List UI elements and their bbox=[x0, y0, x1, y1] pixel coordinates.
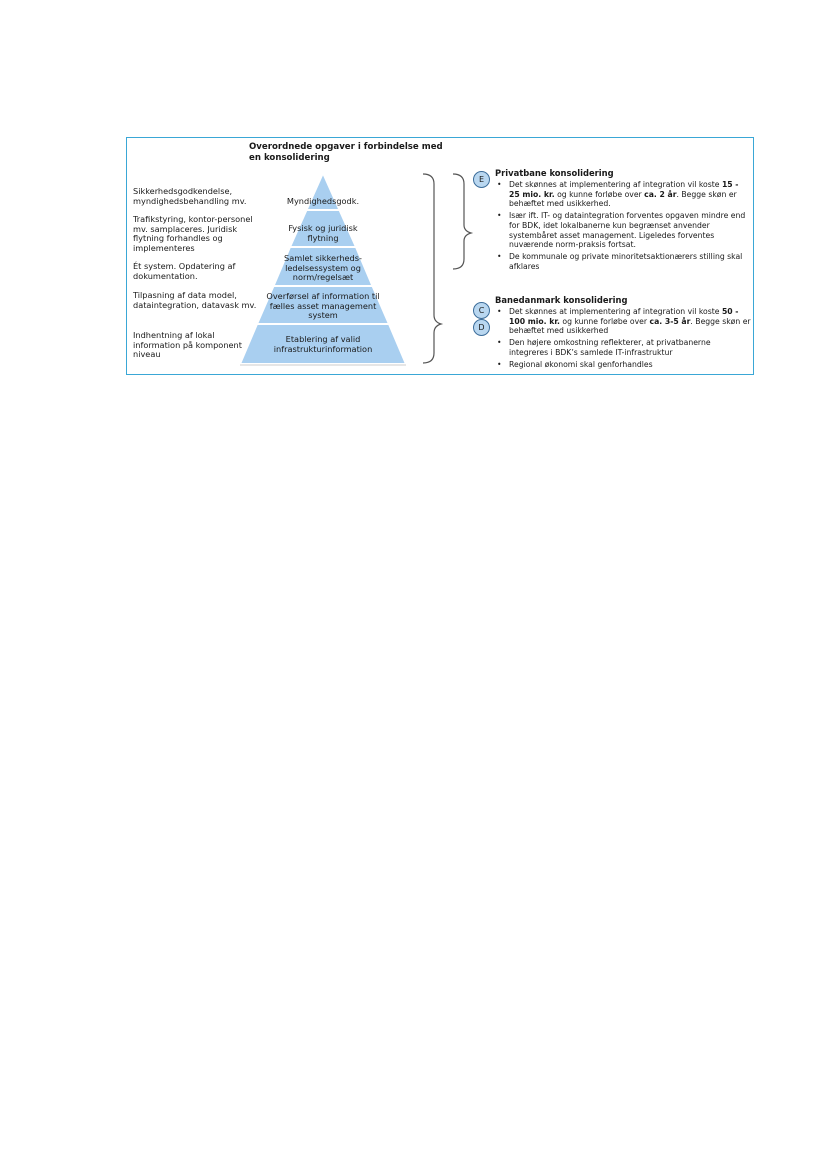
bracket-large bbox=[423, 174, 441, 363]
diagram-title: Overordnede opgaver i forbindelse med en konsolidering bbox=[249, 142, 443, 163]
banedanmark-title: Banedanmark konsolidering bbox=[495, 295, 628, 305]
privatbane-bullets bbox=[496, 180, 751, 274]
tier-label-relocation: Fysisk og juridisk flytning bbox=[288, 223, 358, 243]
banedanmark-bullets bbox=[496, 307, 751, 372]
privatbane-title: Privatbane konsolidering bbox=[495, 168, 614, 178]
privatbane-bullet-it: • Især ift. IT- og dataintegration forventes opgaven mindre end for BDK, idet lokalbanerne kun begrænset anvender systembåret asset management. Ligeledes forventes nuværende norm-praksis fortsat. bbox=[496, 211, 751, 249]
left-label-local-info: Indhentning af lokal information på komponent niveau bbox=[133, 330, 242, 360]
banedanmark-bullet-it: • Den højere omkostning reflekterer, at privatbanerne integreres i BDK’s samlede IT-infrastruktur bbox=[496, 338, 751, 357]
privatbane-bullet-shareholders: • De kommunale og private minoritetsaktionærers stilling skal afklares bbox=[496, 252, 751, 271]
bracket-upper bbox=[453, 174, 471, 269]
left-label-system: Ét system. Opdatering af dokumentation. bbox=[133, 261, 236, 281]
badge-c: C bbox=[473, 302, 490, 319]
badge-d: D bbox=[473, 319, 490, 336]
tier-label-safety-system: Samlet sikkerheds-ledelsessystem og norm/regelsæt bbox=[284, 253, 362, 283]
badge-e: E bbox=[473, 171, 490, 188]
left-label-relocation: Trafikstyring, kontor-personel mv. samplaceres. Juridisk flytning forhandles og implementeres bbox=[133, 214, 253, 253]
banedanmark-bullet-regional: • Regional økonomi skal genforhandles bbox=[496, 360, 751, 370]
tier-label-valid-info: Etablering af valid infrastrukturinformation bbox=[273, 334, 373, 354]
banedanmark-bullet-cost: • Det skønnes at implementering af integration vil koste 50 - 100 mio. kr. og kunne forløbe over ca. 3-5 år. Begge skøn er behæftet med usikkerhed bbox=[496, 307, 751, 336]
tier-label-asset-transfer: Overførsel af information til fælles asset management system bbox=[266, 291, 380, 321]
left-label-authority: Sikkerhedsgodkendelse, myndighedsbehandling mv. bbox=[133, 186, 247, 206]
privatbane-bullet-cost: • Det skønnes at implementering af integration vil koste 15 - 25 mio. kr. og kunne forløbe over ca. 2 år. Begge skøn er behæftet med usikkerhed. bbox=[496, 180, 751, 209]
left-label-data-model: Tilpasning af data model, dataintegration, datavask mv. bbox=[133, 290, 257, 310]
tier-label-authority: Myndighedsgodk. bbox=[286, 196, 360, 206]
